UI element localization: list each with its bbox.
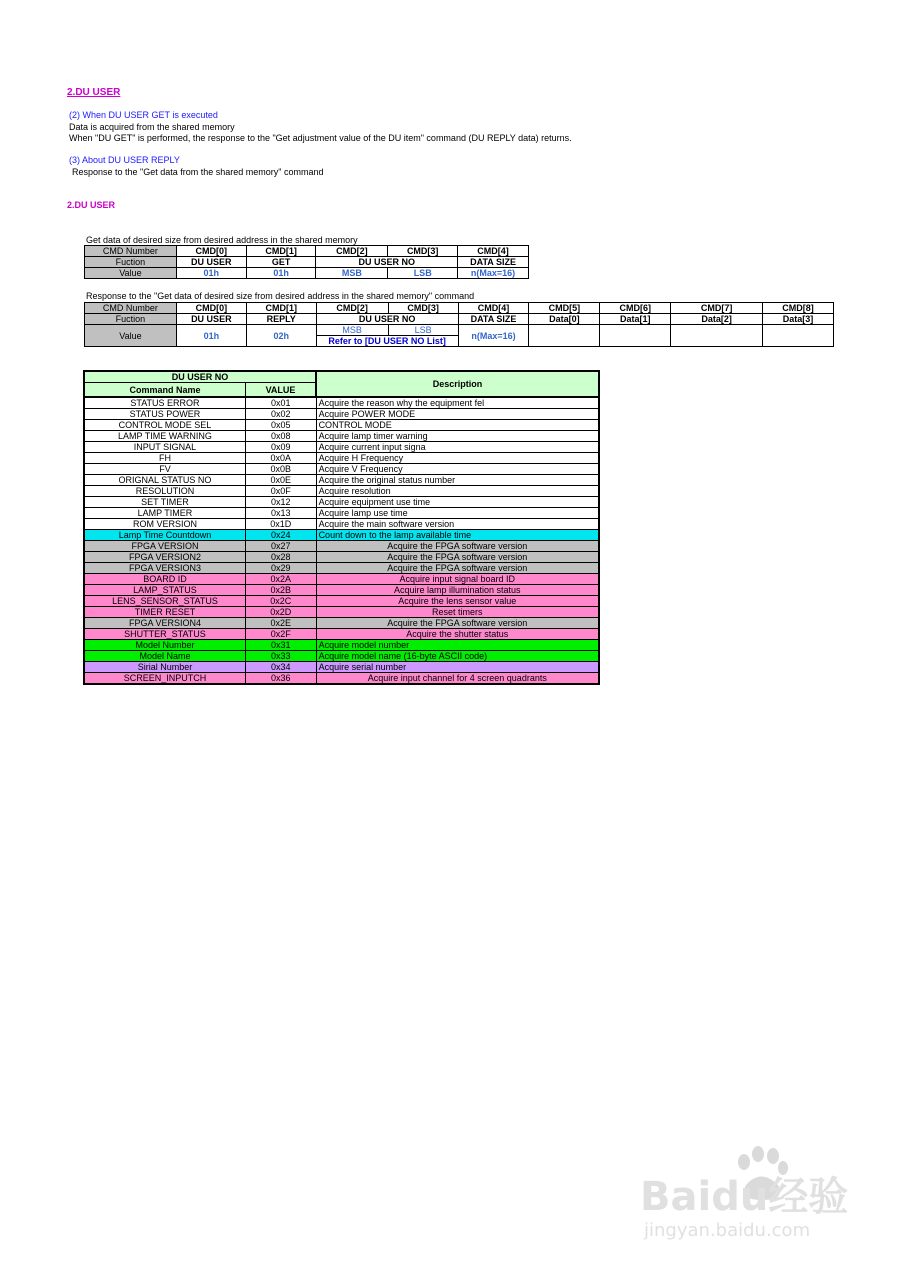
table-row [84,673,599,685]
command-name-cell: SET TIMER [84,497,245,508]
table-row [84,420,599,431]
command-name-cell: FPGA VERSION2 [84,552,245,563]
command-name-cell: FH [84,453,245,464]
description-cell: Acquire model name (16-byte ASCII code) [316,651,599,662]
watermark-url: jingyan.baidu.com [644,1220,811,1241]
value-cell: 0x12 [245,497,316,508]
list-header-top [84,371,599,383]
table2-cmd8: CMD[8] [763,303,834,314]
baidu-jingyan-watermark [636,1140,866,1250]
table2-empty-data0 [529,325,600,347]
table2-value-size: n(Max=16) [458,325,529,347]
table-row [84,662,599,673]
section-title-2: 2.DU USER [67,200,116,210]
table2-value-cmd0: 01h [176,325,246,347]
value-cell: 0x29 [245,563,316,574]
table2-func-reply: REPLY [246,314,316,325]
table-row [84,651,599,662]
table1-func-get: GET [246,257,316,268]
table2-row-value-top [85,325,834,336]
table1-label-cmd-number: CMD Number [85,246,177,257]
description-cell: Acquire the original status number [316,475,599,486]
table1-func-data-size: DATA SIZE [458,257,529,268]
description-cell: Acquire lamp use time [316,508,599,519]
command-name-cell: TIMER RESET [84,607,245,618]
table2-func-data1: Data[1] [600,314,671,325]
table-row [84,453,599,464]
value-cell: 0x0B [245,464,316,475]
value-cell: 0x09 [245,442,316,453]
table1-func-du-user: DU USER [176,257,246,268]
value-cell: 0x33 [245,651,316,662]
table2-func-data2: Data[2] [671,314,763,325]
command-name-cell: CONTROL MODE SEL [84,420,245,431]
table2-cmd4: CMD[4] [458,303,529,314]
command-name-cell: Sirial Number [84,662,245,673]
table-row [84,574,599,585]
description-cell: Acquire lamp timer warning [316,431,599,442]
value-cell: 0x2E [245,618,316,629]
table2-func-du-user-no: DU USER NO [316,314,458,325]
description-cell: Acquire current input signa [316,442,599,453]
table-row [84,607,599,618]
description-cell: Acquire lamp illumination status [316,585,599,596]
command-name-cell: ROM VERSION [84,519,245,530]
description-cell: Acquire input channel for 4 screen quadrants [316,673,599,685]
sub3-title: (3) About DU USER REPLY [69,155,180,165]
header-du-user-no: DU USER NO [84,371,316,383]
command-name-cell: FPGA VERSION [84,541,245,552]
table2-func-data3: Data[3] [763,314,834,325]
table2-func-data-size: DATA SIZE [458,314,529,325]
command-name-cell: SHUTTER_STATUS [84,629,245,640]
value-cell: 0x0A [245,453,316,464]
table-row [84,541,599,552]
table1-caption: Get data of desired size from desired address in the shared memory [86,235,358,245]
description-cell: Acquire the reason why the equipment fel [316,397,599,409]
description-cell: Acquire input signal board ID [316,574,599,585]
table2-func-data0: Data[0] [529,314,600,325]
value-cell: 0x13 [245,508,316,519]
table1-value-cmd0: 01h [176,268,246,279]
table2-cmd6: CMD[6] [600,303,671,314]
table2-cmd7: CMD[7] [671,303,763,314]
table-row [84,618,599,629]
description-cell: Reset timers [316,607,599,618]
value-cell: 0x2B [245,585,316,596]
command-name-cell: FV [84,464,245,475]
table-row [84,486,599,497]
value-cell: 0x05 [245,420,316,431]
table1-value-size: n(Max=16) [458,268,529,279]
description-cell: Acquire model number [316,640,599,651]
table2-cmd3: CMD[3] [388,303,458,314]
command-name-cell: FPGA VERSION3 [84,563,245,574]
table-row [84,563,599,574]
sub2-line1: Data is acquired from the shared memory [69,122,235,132]
table-row [84,640,599,651]
table1-func-du-user-no: DU USER NO [316,257,458,268]
header-value: VALUE [245,383,316,397]
table-row [84,475,599,486]
value-cell: 0x2C [245,596,316,607]
du-user-no-list [83,370,600,685]
table1-cmd3: CMD[3] [388,246,458,257]
table2-label-value: Value [85,325,177,347]
command-name-cell: STATUS POWER [84,409,245,420]
table2-label-function: Fuction [85,314,177,325]
command-name-cell: Lamp Time Countdown [84,530,245,541]
command-name-cell: LAMP_STATUS [84,585,245,596]
value-cell: 0x34 [245,662,316,673]
table1-value-lsb: LSB [388,268,458,279]
sub2-line2: When "DU GET" is performed, the response to the "Get adjustment value of the DU item" command (DU REPLY data) returns. [69,133,572,143]
table-row [84,397,599,409]
value-cell: 0x0E [245,475,316,486]
table2-empty-data1 [600,325,671,347]
table-row [84,596,599,607]
table2-func-du-user: DU USER [176,314,246,325]
value-cell: 0x2F [245,629,316,640]
header-description: Description [316,371,599,397]
section-title-1: 2.DU USER [67,87,121,98]
table2-empty-data2 [671,325,763,347]
description-cell: Acquire POWER MODE [316,409,599,420]
table1-row-value [85,268,529,279]
description-cell: Acquire the FPGA software version [316,563,599,574]
description-cell: Count down to the lamp available time [316,530,599,541]
table1-row-function [85,257,529,268]
table-row [84,519,599,530]
description-cell: Acquire the FPGA software version [316,618,599,629]
table2-cmd5: CMD[5] [529,303,600,314]
value-cell: 0x08 [245,431,316,442]
command-name-cell: LENS_SENSOR_STATUS [84,596,245,607]
command-name-cell: RESOLUTION [84,486,245,497]
table-row [84,431,599,442]
table-row [84,442,599,453]
value-cell: 0x28 [245,552,316,563]
table-row [84,409,599,420]
table-row [84,497,599,508]
value-cell: 0x0F [245,486,316,497]
command-name-cell: LAMP TIMER [84,508,245,519]
table-row [84,552,599,563]
table-row [84,508,599,519]
table2-cmd2: CMD[2] [316,303,388,314]
table2-value-cmd1: 02h [246,325,316,347]
command-name-cell: Model Name [84,651,245,662]
table2-row-function [85,314,834,325]
value-cell: 0x31 [245,640,316,651]
table2-row-cmd-number [85,303,834,314]
command-name-cell: ORIGNAL STATUS NO [84,475,245,486]
value-cell: 0x1D [245,519,316,530]
sub2-title: (2) When DU USER GET is executed [69,110,218,120]
description-cell: CONTROL MODE [316,420,599,431]
table2-empty-data3 [763,325,834,347]
description-cell: Acquire the FPGA software version [316,541,599,552]
table1-cmd1: CMD[1] [246,246,316,257]
table-row [84,629,599,640]
table2-cmd1: CMD[1] [246,303,316,314]
table-row [84,464,599,475]
description-cell: Acquire the shutter status [316,629,599,640]
command-name-cell: INPUT SIGNAL [84,442,245,453]
value-cell: 0x27 [245,541,316,552]
table1-label-function: Fuction [85,257,177,268]
table1-cmd2: CMD[2] [316,246,388,257]
header-command-name: Command Name [84,383,245,397]
command-name-cell: Model Number [84,640,245,651]
description-cell: Acquire the FPGA software version [316,552,599,563]
table1-value-msb: MSB [316,268,388,279]
command-name-cell: FPGA VERSION4 [84,618,245,629]
description-cell: Acquire H Frequency [316,453,599,464]
response-table [84,302,834,347]
table-row [84,530,599,541]
value-cell: 0x2A [245,574,316,585]
description-cell: Acquire the lens sensor value [316,596,599,607]
value-cell: 0x2D [245,607,316,618]
table2-label-cmd-number: CMD Number [85,303,177,314]
table1-cmd4: CMD[4] [458,246,529,257]
value-cell: 0x02 [245,409,316,420]
command-name-cell: LAMP TIME WARNING [84,431,245,442]
description-cell: Acquire the main software version [316,519,599,530]
list-body [84,397,599,684]
table2-value-lsb: LSB [388,325,458,336]
table2-cmd0: CMD[0] [176,303,246,314]
table1-row-cmd-number [85,246,529,257]
watermark-logo: Baidu经验 [640,1174,849,1220]
table1-value-cmd1: 01h [246,268,316,279]
sub3-line1: Response to the "Get data from the shared memory" command [72,167,324,177]
command-name-cell: STATUS ERROR [84,397,245,409]
command-name-cell: SCREEN_INPUTCH [84,673,245,685]
table-row [84,585,599,596]
description-cell: Acquire resolution [316,486,599,497]
value-cell: 0x36 [245,673,316,685]
value-cell: 0x24 [245,530,316,541]
table1-cmd0: CMD[0] [176,246,246,257]
command-name-cell: BOARD ID [84,574,245,585]
command-table [84,245,529,279]
description-cell: Acquire serial number [316,662,599,673]
value-cell: 0x01 [245,397,316,409]
description-cell: Acquire V Frequency [316,464,599,475]
table2-caption: Response to the "Get data of desired size from desired address in the shared memory" command [86,291,475,301]
table2-refer-du-user-no-list: Refer to [DU USER NO List] [316,336,458,347]
table2-value-msb: MSB [316,325,388,336]
description-cell: Acquire equipment use time [316,497,599,508]
table1-label-value: Value [85,268,177,279]
